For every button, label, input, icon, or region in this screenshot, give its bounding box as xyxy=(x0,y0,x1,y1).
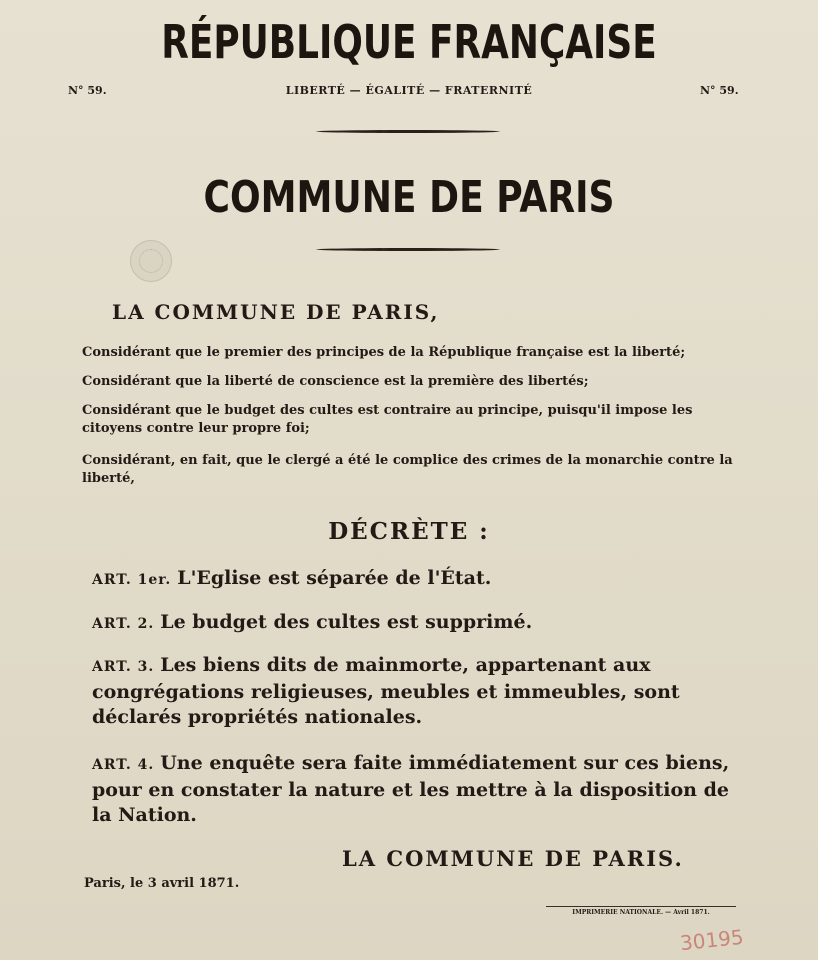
archive-number: 30195 xyxy=(678,924,745,956)
article-label: ART. 2. xyxy=(92,616,155,632)
article-label: ART. 4. xyxy=(92,757,155,773)
considerant-3: Considérant que le budget des cultes est contraire au principe, puisqu'il impose les citoyens contre leur propre foi; xyxy=(82,403,693,436)
article-2 xyxy=(92,610,772,637)
article-3 xyxy=(60,653,740,730)
article-text: L'Eglise est séparée de l'État. xyxy=(177,567,492,589)
decree-lead: LA COMMUNE DE PARIS, xyxy=(112,300,440,324)
poster-number-right: N° 59. xyxy=(700,84,739,97)
poster-number-left: N° 59. xyxy=(68,84,107,97)
article-label: ART. 3. xyxy=(92,659,155,675)
seal-stamp-icon xyxy=(130,240,172,282)
poster-title: RÉPUBLIQUE FRANÇAISE xyxy=(161,15,657,69)
article-4 xyxy=(60,751,740,828)
decree-heading: DÉCRÈTE : xyxy=(328,518,490,545)
motto: LIBERTÉ — ÉGALITÉ — FRATERNITÉ xyxy=(285,84,533,97)
signature: LA COMMUNE DE PARIS. xyxy=(342,846,684,871)
considerant-4: Considérant, en fait, que le clergé a été le complice des crimes de la monarchie contre la liberté, xyxy=(82,453,733,486)
article-label: ART. 1er. xyxy=(92,572,172,588)
considerant-1: Considérant que le premier des principes de la République française est la liberté; xyxy=(82,345,686,360)
article-text: Une enquête sera faite immédiatement sur ces biens, pour en constater la nature et les mettre à la disposition de la Nation. xyxy=(92,752,730,826)
article-text: Le budget des cultes est supprimé. xyxy=(160,611,533,633)
ornamental-rule-bottom xyxy=(316,248,500,251)
article-1 xyxy=(92,566,772,593)
printer-imprint: IMPRIMERIE NATIONALE. — Avril 1871. xyxy=(546,906,736,916)
date-line: Paris, le 3 avril 1871. xyxy=(84,876,240,891)
ornamental-rule-top xyxy=(316,130,500,133)
article-text: Les biens dits de mainmorte, appartenant aux congrégations religieuses, meubles et immeubles, sont déclarés propriétés nationales. xyxy=(92,654,680,728)
poster-subtitle: COMMUNE DE PARIS xyxy=(203,172,615,223)
considerant-2: Considérant que la liberté de conscience est la première des libertés; xyxy=(82,374,589,389)
